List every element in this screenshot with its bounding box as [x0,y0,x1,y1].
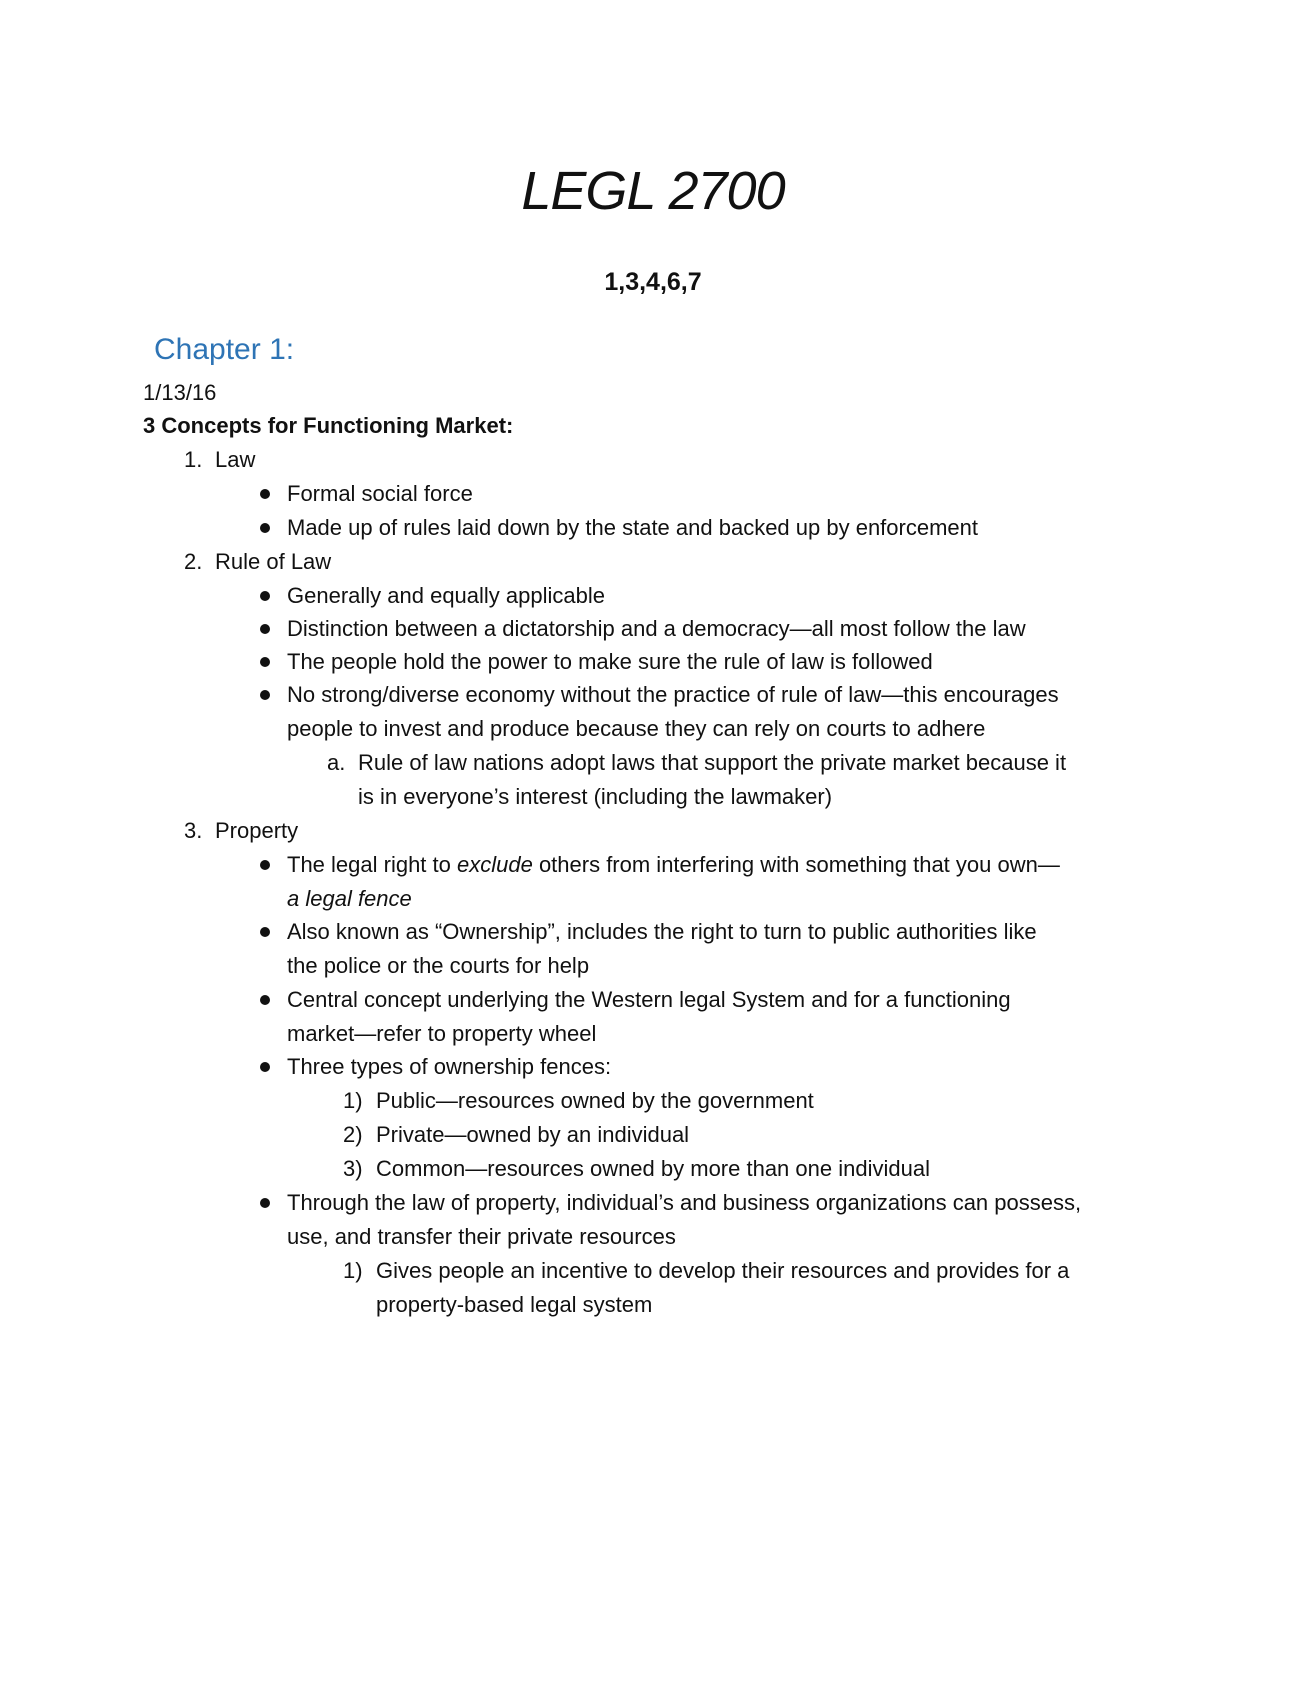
sublist-marker: a. [327,750,346,775]
bullet-icon [260,927,270,937]
bullet-text: Also known as “Ownership”, includes the right to turn to public authorities like [287,919,1037,944]
bullet-text: The people hold the power to make sure the rule of law is followed [287,649,933,674]
bullet-text: Three types of ownership fences: [287,1054,612,1079]
list-marker: 1. [184,447,203,472]
sublist-text: Rule of law nations adopt laws that support the private market because it [358,750,1067,775]
numbered-marker: 1) [343,1258,363,1283]
list-item-label: Rule of Law [215,549,332,574]
bullet-text: Made up of rules laid down by the state and backed up by enforcement [287,515,978,540]
bullet-text-continued: use, and transfer their private resources [287,1224,676,1249]
bullet-text-part: The legal right to [287,852,457,877]
bullet-icon [260,1198,270,1208]
incentive-text-continued: property-based legal system [376,1292,653,1317]
list-marker: 2. [184,549,203,574]
bullet-text: Formal social force [287,481,473,506]
bullet-text: Generally and equally applicable [287,583,605,608]
fence-item: Public—resources owned by the government [376,1088,814,1113]
bullet-icon [260,657,270,667]
numbered-marker: 3) [343,1156,363,1181]
bullet-icon [260,489,270,499]
list-marker: 3. [184,818,203,843]
bullet-text-part: others from interfering with something that you own— [532,852,1060,877]
bullet-icon [260,624,270,634]
incentive-text: Gives people an incentive to develop their resources and provides for a [376,1258,1070,1283]
fence-item: Common—resources owned by more than one individual [376,1156,930,1181]
emphasis-text: exclude [456,852,533,877]
bullet-icon [260,591,270,601]
list-item-label: Property [215,818,299,843]
emphasis-text: a legal fence [287,886,412,911]
bullet-icon [260,523,270,533]
list-item-label: Law [215,447,256,472]
bullet-icon [260,690,270,700]
bullet-text: Distinction between a dictatorship and a democracy—all most follow the law [287,616,1026,641]
document-subtitle: 1,3,4,6,7 [604,268,702,296]
bullet-text-continued: the police or the courts for help [287,953,590,978]
note-date: 1/13/16 [143,380,217,405]
bullet-text-continued: market—refer to property wheel [287,1021,597,1046]
chapter-heading: Chapter 1: [154,333,295,366]
sublist-text-continued: is in everyone’s interest (including the lawmaker) [358,784,833,809]
document-title: LEGL 2700 [521,161,785,221]
bullet-text [287,851,1060,879]
bullet-text-continued [287,885,412,913]
bullet-text-continued: people to invest and produce because they can rely on courts to adhere [287,716,986,741]
bullet-text: Through the law of property, individual’s and business organizations can possess, [287,1190,1082,1215]
bullet-icon [260,860,270,870]
bullet-text: No strong/diverse economy without the practice of rule of law—this encourages [287,682,1059,707]
bullet-icon [260,995,270,1005]
bullet-icon [260,1062,270,1072]
section-heading: 3 Concepts for Functioning Market: [143,413,514,438]
numbered-marker: 1) [343,1088,363,1113]
fence-item: Private—owned by an individual [376,1122,690,1147]
bullet-text: Central concept underlying the Western legal System and for a functioning [287,987,1011,1012]
numbered-marker: 2) [343,1122,363,1147]
